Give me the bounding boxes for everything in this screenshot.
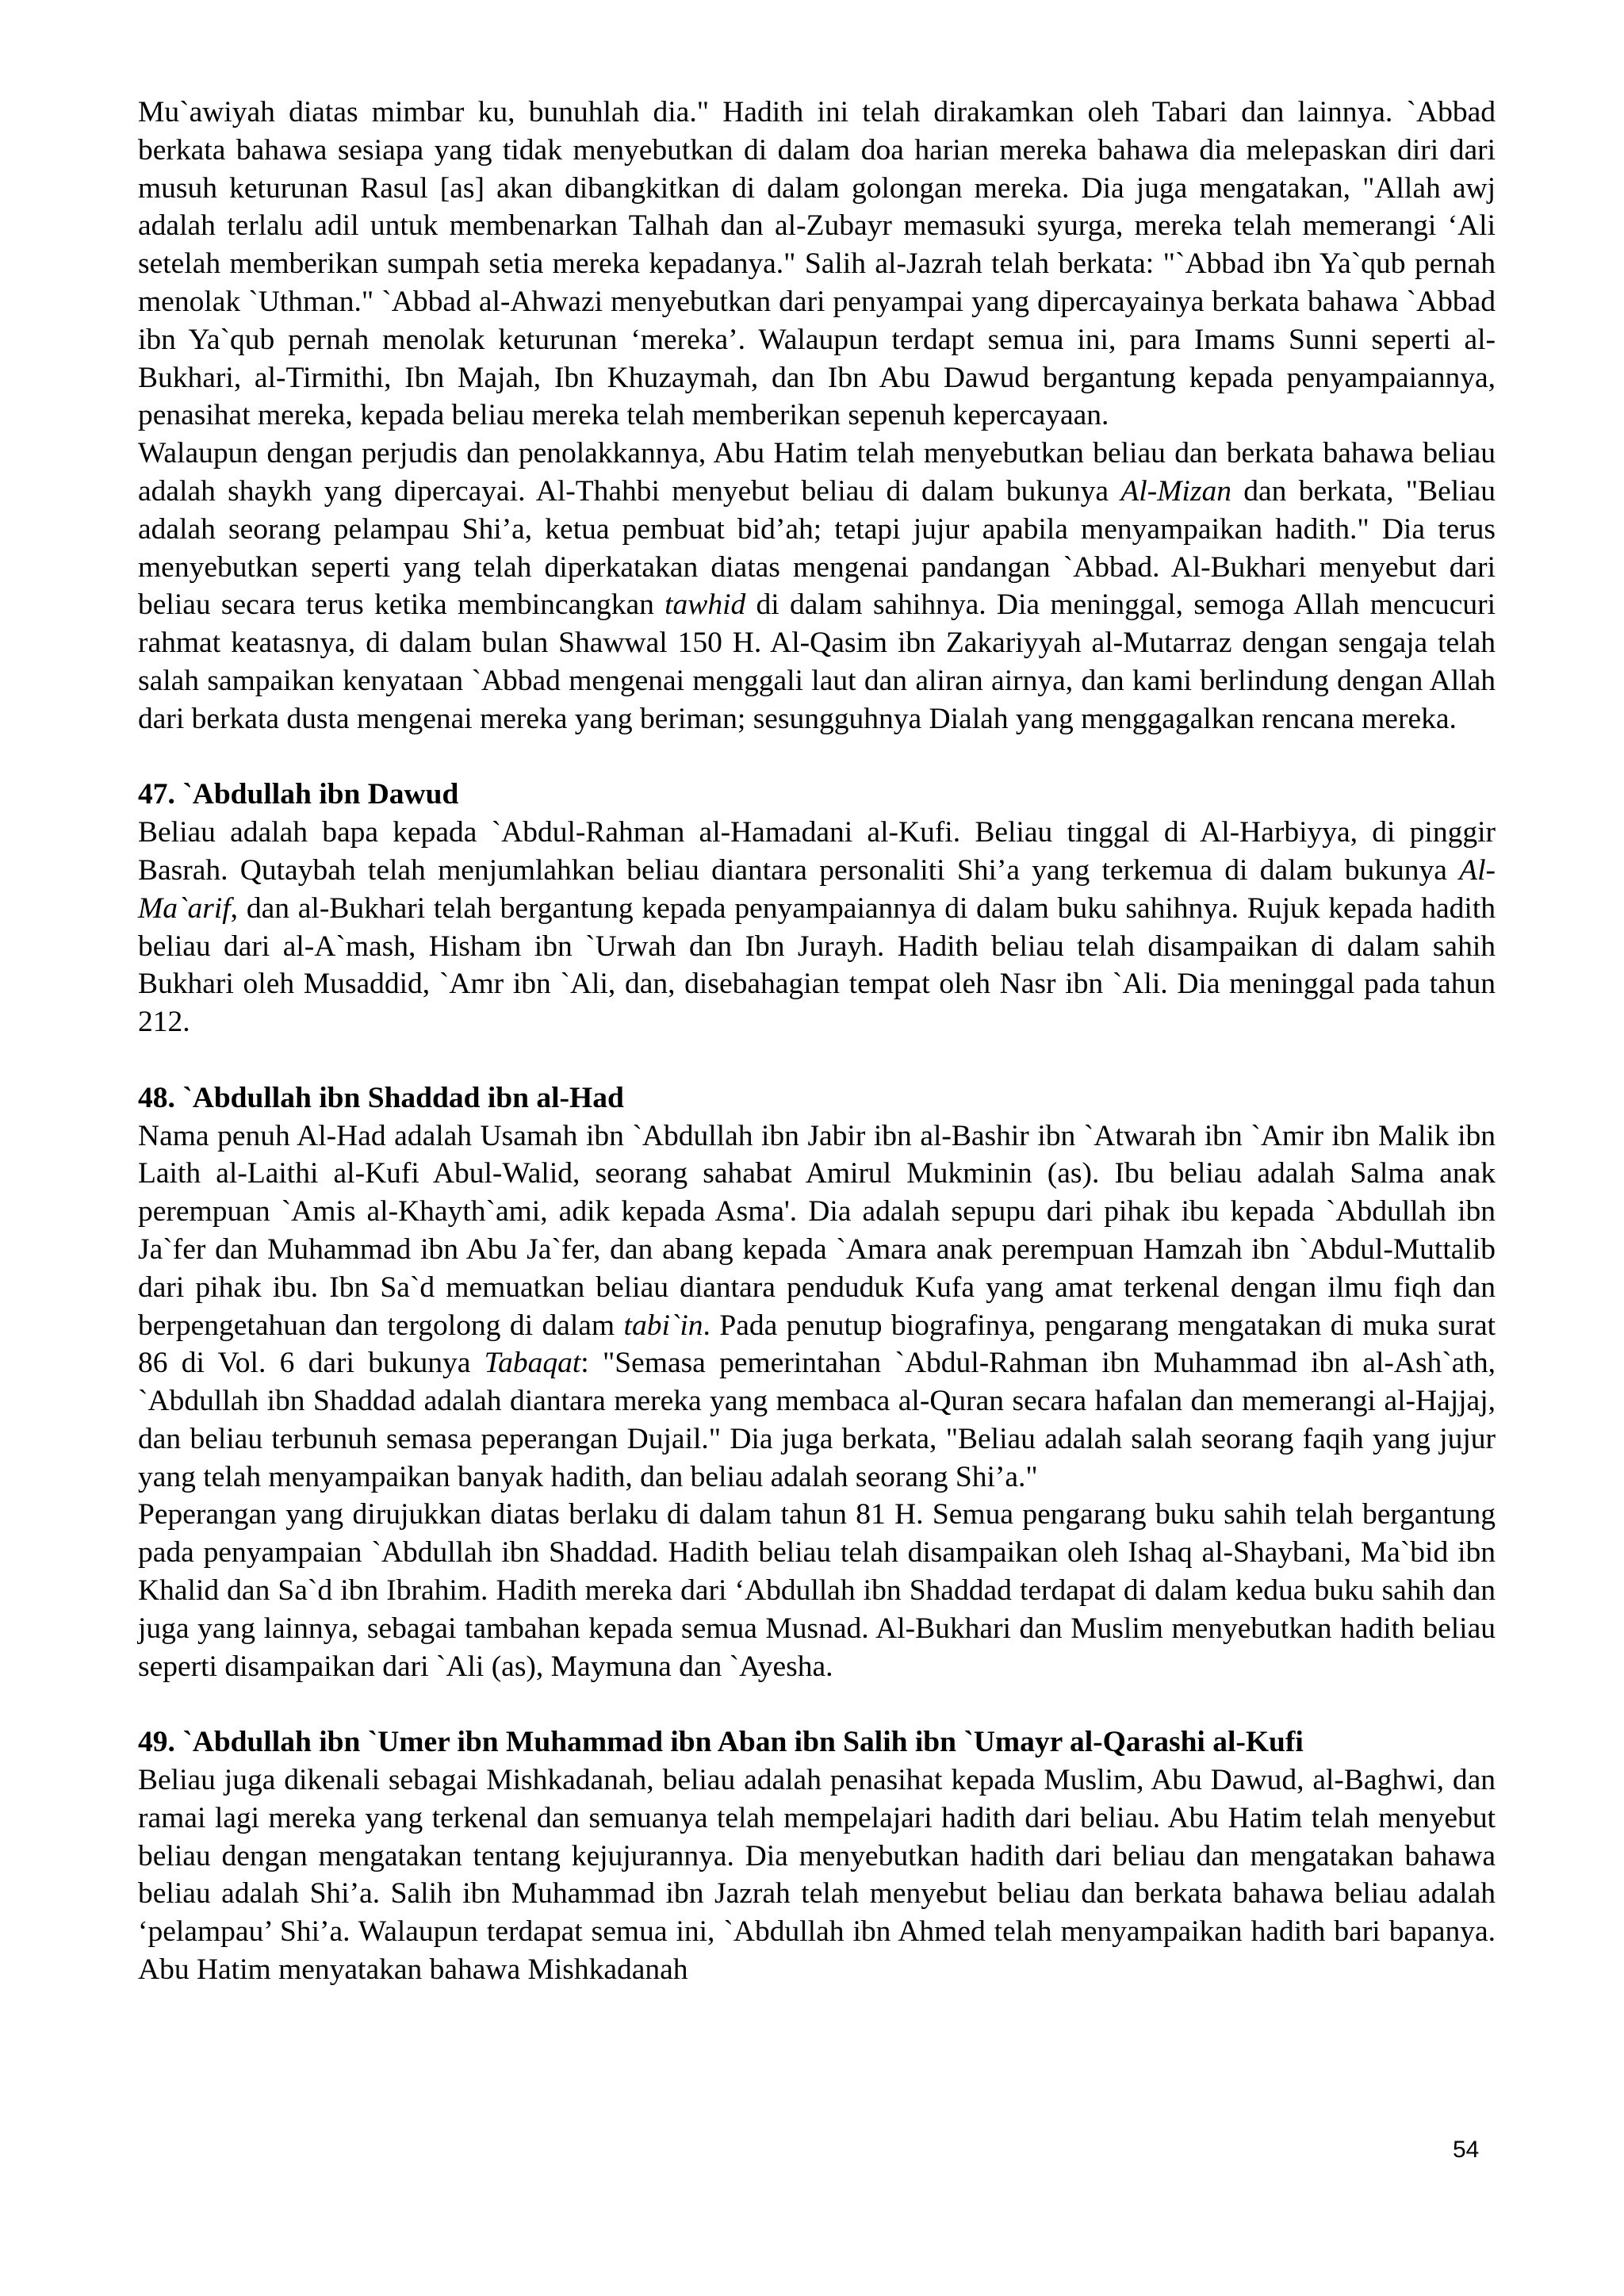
- book-title-tabaqat: Tabaqat: [484, 1347, 581, 1380]
- paragraph-section-49: Beliau juga dikenali sebagai Mishkadanah, beliau adalah penasihat kepada Muslim, Abu Dawud, al-Baghwi, dan ramai lagi mereka yang terkenal dan semuanya telah mempelajari hadith dari beliau. Abu Hatim telah menyebut beliau dengan mengatakan tentang kejujurannya. Dia menyebutkan hadith dari beliau dan mengatakan bahawa beliau adalah Shi’a. Salih ibn Muhammad ibn Jazrah telah menyebut beliau dan berkata bahawa beliau adalah ‘pelampau’ Shi’a. Walaupun terdapat semua ini, `Abdullah ibn Ahmed telah menyampaikan hadith bari bapanya. Abu Hatim menyatakan bahawa Mishkadanah: [138, 1764, 1496, 1987]
- paragraph-section-48-a: Nama penuh Al-Had adalah Usamah ibn `Abdullah ibn Jabir ibn al-Bashir ibn `Atwarah ibn `Amir ibn Malik ibn Laith al-Laithi al-Kufi Abul-Walid, seorang sahabat Amirul Mukminin (as). Ibu beliau adalah Salma anak perempuan `Amis al-Khayth`ami, adik kepada Asma'. Dia adalah sepupu dari pihak ibu kepada `Abdullah ibn Ja`fer dan Muhammad ibn Abu Ja`fer, dan abang kepada `Amara anak perempuan Hamzah ibn `Abdul-Muttalib dari pihak ibu. Ibn Sa`d memuatkan beliau diantara penduduk Kufa yang amat terkenal dengan ilmu fiqh dan berpengetahuan dan tergolong di dalam tabi`in. Pada penutup biografinya, pengarang mengatakan di muka surat 86 di Vol. 6 dari bukunya Tabaqat: "Semasa pemerintahan `Abdul-Rahman ibn Muhammad ibn al-Ash`ath, `Abdullah ibn Shaddad adalah diantara mereka yang membaca al-Quran secara hafalan dan memerangi al-Hajjaj, dan beliau terbunuh semasa peperangan Dujail." Dia juga berkata, "Beliau adalah salah seorang faqih yang jujur yang telah menyampaikan banyak hadith, dan beliau adalah seorang Shi’a.": [138, 1119, 1496, 1493]
- paragraph-abbad-continued: Mu`awiyah diatas mimbar ku, bunuhlah dia." Hadith ini telah dirakamkan oleh Tabari dan lainnya. `Abbad berkata bahawa sesiapa yang tidak menyebutkan di dalam doa harian mereka bahawa dia melepaskan diri dari musuh keturunan Rasul [as] akan dibangkitkan di dalam golongan mereka. Dia juga mengatakan, "Allah awj adalah terlalu adil untuk membenarkan Talhah dan al-Zubayr memasuki syurga, mereka telah memerangi ‘Ali setelah memberikan sumpah setia mereka kepadanya." Salih al-Jazrah telah berkata: "`Abbad ibn Ya`qub pernah menolak `Uthman." `Abbad al-Ahwazi menyebutkan dari penyampai yang dipercayainya berkata bahawa `Abbad ibn Ya`qub pernah menolak keturunan ‘mereka’. Walaupun terdapt semua ini, para Imams Sunni seperti al-Bukhari, al-Tirmithi, Ibn Majah, Ibn Khuzaymah, dan Ibn Abu Dawud bergantung kepada penyampaiannya, penasihat mereka, kepada beliau mereka telah memberikan sepenuh kepercayaan.: [138, 96, 1496, 432]
- paragraph-section-47: Beliau adalah bapa kepada `Abdul-Rahman al-Hamadani al-Kufi. Beliau tinggal di Al-Harbiyya, di pinggir Basrah. Qutaybah telah menjumlahkan beliau diantara personaliti Shi’a yang terkemua di dalam bukunya Al-Ma`arif, dan al-Bukhari telah bergantung kepada penyampaiannya di dalam buku sahihnya. Rujuk kepada hadith beliau dari al-A`mash, Hisham ibn `Urwah dan Ibn Jurayh. Hadith beliau telah disampaikan di dalam sahih Bukhari oleh Musaddid, `Amr ibn `Ali, dan, disebahagian tempat oleh Nasr ibn `Ali. Dia meninggal pada tahun 212.: [138, 816, 1496, 1039]
- section-heading-48: 48. `Abdullah ibn Shaddad ibn al-Had: [138, 1081, 624, 1114]
- term-tawhid: tawhid: [665, 588, 746, 622]
- paragraph-section-48-b: Peperangan yang dirujukkan diatas berlaku di dalam tahun 81 H. Semua pengarang buku sahih telah bergantung pada penyampaian `Abdullah ibn Shaddad. Hadith beliau telah disampaikan oleh Ishaq al-Shaybani, Ma`bid ibn Khalid dan Sa`d ibn Ibrahim. Hadith mereka dari ‘Abdullah ibn Shaddad terdapat di dalam kedua buku sahih dan juga yang lainnya, sebagai tambahan kepada semua Musnad. Al-Bukhari dan Muslim menyebutkan hadith beliau seperti disampaikan dari `Ali (as), Maymuna dan `Ayesha.: [138, 1498, 1496, 1683]
- term-tabiin: tabi`in: [623, 1309, 703, 1342]
- page-number: 54: [1453, 2137, 1480, 2163]
- book-title-al-mizan: Al-Mizan: [1120, 474, 1231, 508]
- section-heading-47: 47. `Abdullah ibn Dawud: [138, 778, 459, 811]
- page-body: [138, 94, 1496, 1989]
- paragraph-abbad-reliability: Walaupun dengan perjudis dan penolakkannya, Abu Hatim telah menyebutkan beliau dan berkata bahawa beliau adalah shaykh yang dipercayai. Al-Thahbi menyebut beliau di dalam bukunya Al-Mizan dan berkata, "Beliau adalah seorang pelampau Shi’a, ketua pembuat bid’ah; tetapi jujur apabila menyampaikan hadith." Dia terus menyebutkan seperti yang telah diperkatakan diatas mengenai pandangan `Abbad. Al-Bukhari menyebut dari beliau secara terus ketika membincangkan tawhid di dalam sahihnya. Dia meninggal, semoga Allah mencucuri rahmat keatasnya, di dalam bulan Shawwal 150 H. Al-Qasim ibn Zakariyyah al-Mutarraz dengan sengaja telah salah sampaikan kenyataan `Abbad mengenai menggali laut dan aliran airnya, dan kami berlindung dengan Allah dari berkata dusta mengenai mereka yang beriman; sesungguhnya Dialah yang menggagalkan rencana mereka.: [138, 437, 1496, 735]
- book-title-al-maarif: Al-Ma`arif: [138, 853, 1496, 925]
- section-heading-49: 49. `Abdullah ibn `Umer ibn Muhammad ibn Aban ibn Salih ibn `Umayr al-Qarashi al-Kufi: [138, 1726, 1304, 1759]
